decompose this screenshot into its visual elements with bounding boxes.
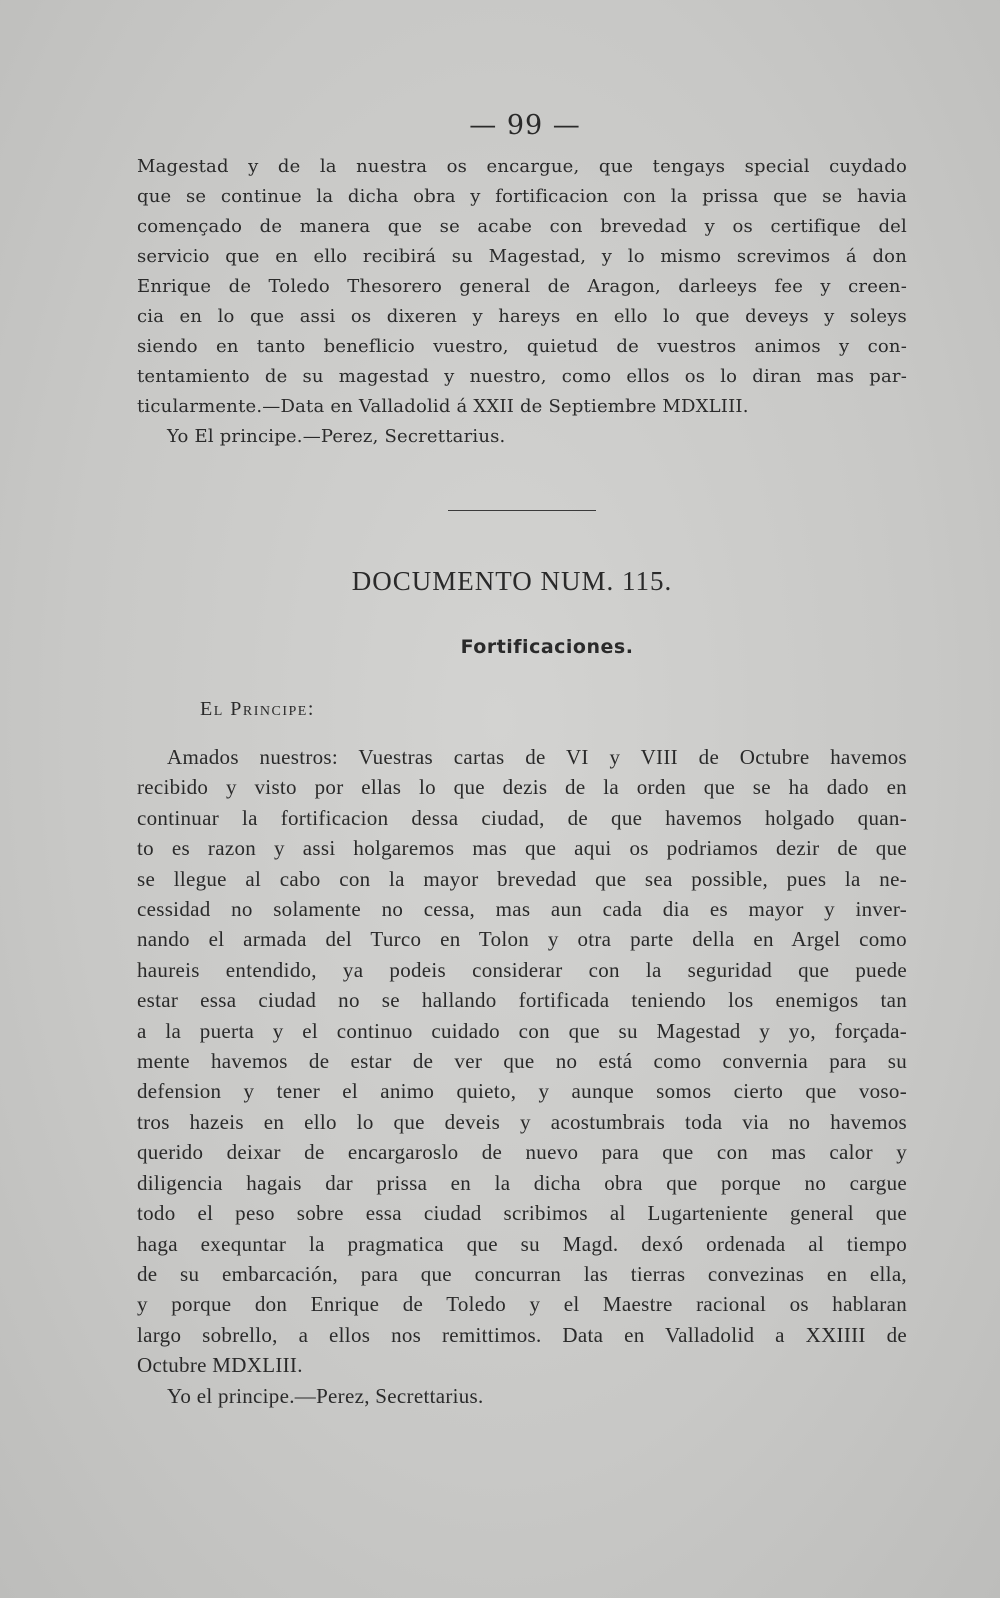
- text-line: y porque don Enrique de Toledo y el Maestre racional os hablaran: [137, 1292, 907, 1317]
- text-line: tros hazeis en ello lo que deveis y acostumbrais toda via no havemos: [137, 1109, 907, 1134]
- text-line: mente havemos de estar de ver que no está como convernia para su: [137, 1049, 907, 1074]
- text-line: nando el armada del Turco en Tolon y otra parte della en Argel como: [137, 927, 907, 952]
- text-line: largo sobrello, a ellos nos remittimos. Data en Valladolid a XXIIII de: [137, 1322, 907, 1347]
- text-line: de su embarcación, para que concurran las tierras convezinas en ella,: [137, 1261, 907, 1286]
- text-line: començado de manera que se acabe con brevedad y os certifique del: [137, 216, 907, 237]
- document-subtitle: Fortificaciones.: [460, 636, 634, 658]
- text-line: continuar la fortificacion dessa ciudad, de que havemos holgado quan-: [137, 805, 907, 830]
- text-line: cessidad no solamente no cessa, mas aun cada dia es mayor y inver-: [137, 897, 907, 922]
- document-title: DOCUMENTO NUM. 115.: [351, 566, 673, 596]
- text-line: estar essa ciudad no se hallando fortificada teniendo los enemigos tan: [137, 988, 907, 1013]
- text-line: tentamiento de su magestad y nuestro, como ellos os lo diran mas par-: [137, 366, 907, 387]
- text-line: defension y tener el animo quieto, y aunque somos cierto que voso-: [137, 1079, 907, 1104]
- text-line: siendo en tanto beneflicio vuestro, quietud de vuestros animos y con-: [137, 336, 907, 357]
- text-line: recibido y visto por ellas lo que dezis de la orden que se ha dado en: [137, 775, 907, 800]
- text-line: diligencia hagais dar prissa en la dicha obra que porque no cargue: [137, 1170, 907, 1195]
- signature-line: Yo el principe.—Perez, Secrettarius.: [167, 1383, 484, 1408]
- text-line: Magestad y de la nuestra os encargue, que tengays special cuydado: [137, 156, 907, 177]
- signature-line: Yo El principe.—Perez, Secrettarius.: [167, 426, 506, 447]
- text-line: haureis entendido, ya podeis considerar con la seguridad que puede: [137, 957, 907, 982]
- text-line: se llegue al cabo con la mayor brevedad que sea possible, pues la ne-: [137, 866, 907, 891]
- text-line: a la puerta y el continuo cuidado con que su Magestad y yo, forçada-: [137, 1018, 907, 1043]
- salutation: El Principe:: [200, 698, 315, 720]
- section-divider: [448, 510, 596, 511]
- text-line: to es razon y assi holgaremos mas que aqui os podriamos dezir de que: [137, 836, 907, 861]
- text-line: Amados nuestros: Vuestras cartas de VI y VIII de Octubre havemos: [167, 745, 907, 769]
- text-line: servicio que en ello recibirá su Magestad, y lo mismo screvimos á don: [137, 246, 907, 267]
- text-line: que se continue la dicha obra y fortificacion con la prissa que se havia: [137, 186, 907, 207]
- text-line: haga exequntar la pragmatica que su Magd. dexó ordenada al tiempo: [137, 1231, 907, 1256]
- text-line: Octubre MDXLIII.: [137, 1353, 303, 1378]
- page-number: — 99 —: [469, 110, 581, 141]
- continued-letter-text: [137, 152, 907, 452]
- text-line: ticularmente.—Data en Valladolid á XXII de Septiembre MDXLIII.: [137, 396, 749, 417]
- text-line: cia en lo que assi os dixeren y hareys en ello lo que deveys y soleys: [137, 306, 907, 327]
- text-line: todo el peso sobre essa ciudad scribimos al Lugarteniente general que: [137, 1201, 907, 1226]
- text-line: Enrique de Toledo Thesorero general de Aragon, darleeys fee y creen-: [137, 276, 907, 297]
- text-line: querido deixar de encargaroslo de nuevo para que con mas calor y: [137, 1140, 907, 1165]
- letter-body: [137, 742, 907, 1411]
